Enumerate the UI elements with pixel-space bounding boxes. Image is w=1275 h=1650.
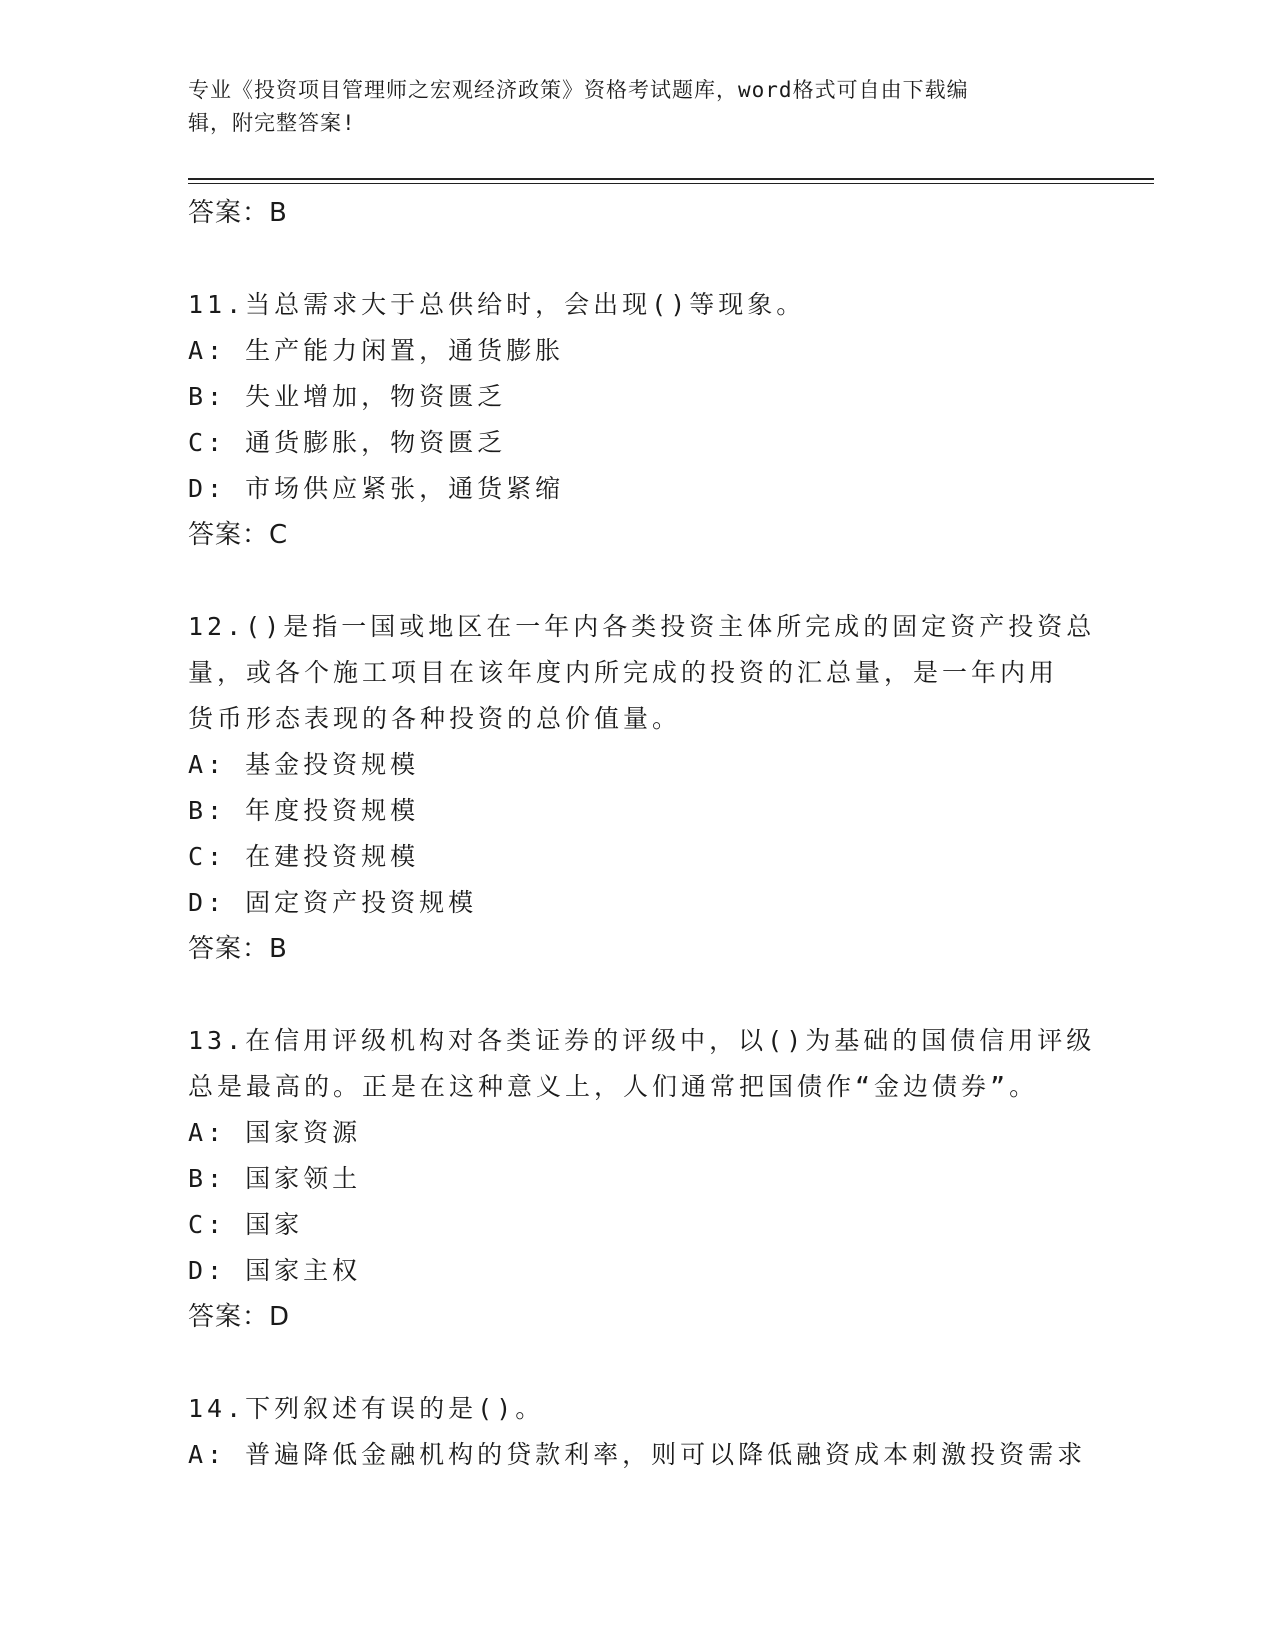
question-stem: 11.当总需求大于总供给时，会出现()等现象。 xyxy=(188,290,806,319)
question-content xyxy=(188,190,1096,1478)
question-stem: 12.()是指一国或地区在一年内各类投资主体所完成的固定资产投资总 xyxy=(188,612,1096,641)
header-line-1: 专业《投资项目管理师之宏观经济政策》资格考试题库，word格式可自由下载编 xyxy=(188,78,969,102)
option-c: C: 通货膨胀，物资匮乏 xyxy=(188,428,507,457)
answer: 答案：C xyxy=(188,520,289,550)
question-stem: 14.下列叙述有误的是()。 xyxy=(188,1394,545,1423)
answer: 答案：B xyxy=(188,934,288,964)
question-stem: 13.在信用评级机构对各类证券的评级中，以()为基础的国债信用评级 xyxy=(188,1026,1096,1055)
question-stem: 货币形态表现的各种投资的总价值量。 xyxy=(188,704,682,733)
document-header xyxy=(188,74,1088,140)
spacer xyxy=(188,236,1088,282)
option-d: D: 国家主权 xyxy=(188,1256,362,1285)
option-a: A: 国家资源 xyxy=(188,1118,362,1147)
option-b: B: 国家领土 xyxy=(188,1164,362,1193)
option-c: C: 在建投资规模 xyxy=(188,842,420,871)
header-line-2: 辑，附完整答案! xyxy=(188,111,356,135)
option-a: A: 基金投资规模 xyxy=(188,750,420,779)
option-c: C: 国家 xyxy=(188,1210,304,1239)
question-stem: 总是最高的。正是在这种意义上，人们通常把国债作“金边债券”。 xyxy=(188,1072,1039,1101)
option-d: D: 市场供应紧张，通货紧缩 xyxy=(188,474,565,503)
option-d: D: 固定资产投资规模 xyxy=(188,888,478,917)
question-stem: 量，或各个施工项目在该年度内所完成的投资的汇总量，是一年内用 xyxy=(188,658,1059,687)
header-divider-bottom xyxy=(188,183,1154,184)
question-13 xyxy=(188,1018,1096,1340)
header-divider-top xyxy=(188,178,1154,180)
option-b: B: 失业增加，物资匮乏 xyxy=(188,382,507,411)
spacer xyxy=(188,558,1088,604)
option-b: B: 年度投资规模 xyxy=(188,796,420,825)
spacer xyxy=(188,972,1088,1018)
question-11 xyxy=(188,282,1088,558)
spacer xyxy=(188,1340,1088,1386)
answer: 答案：D xyxy=(188,1302,291,1332)
question-12 xyxy=(188,604,1096,972)
question-14 xyxy=(188,1386,1088,1478)
option-a: A: 普遍降低金融机构的贷款利率，则可以降低融资成本刺激投资需求 xyxy=(188,1440,1087,1469)
previous-answer: 答案：B xyxy=(188,198,288,228)
option-a: A: 生产能力闲置，通货膨胀 xyxy=(188,336,565,365)
